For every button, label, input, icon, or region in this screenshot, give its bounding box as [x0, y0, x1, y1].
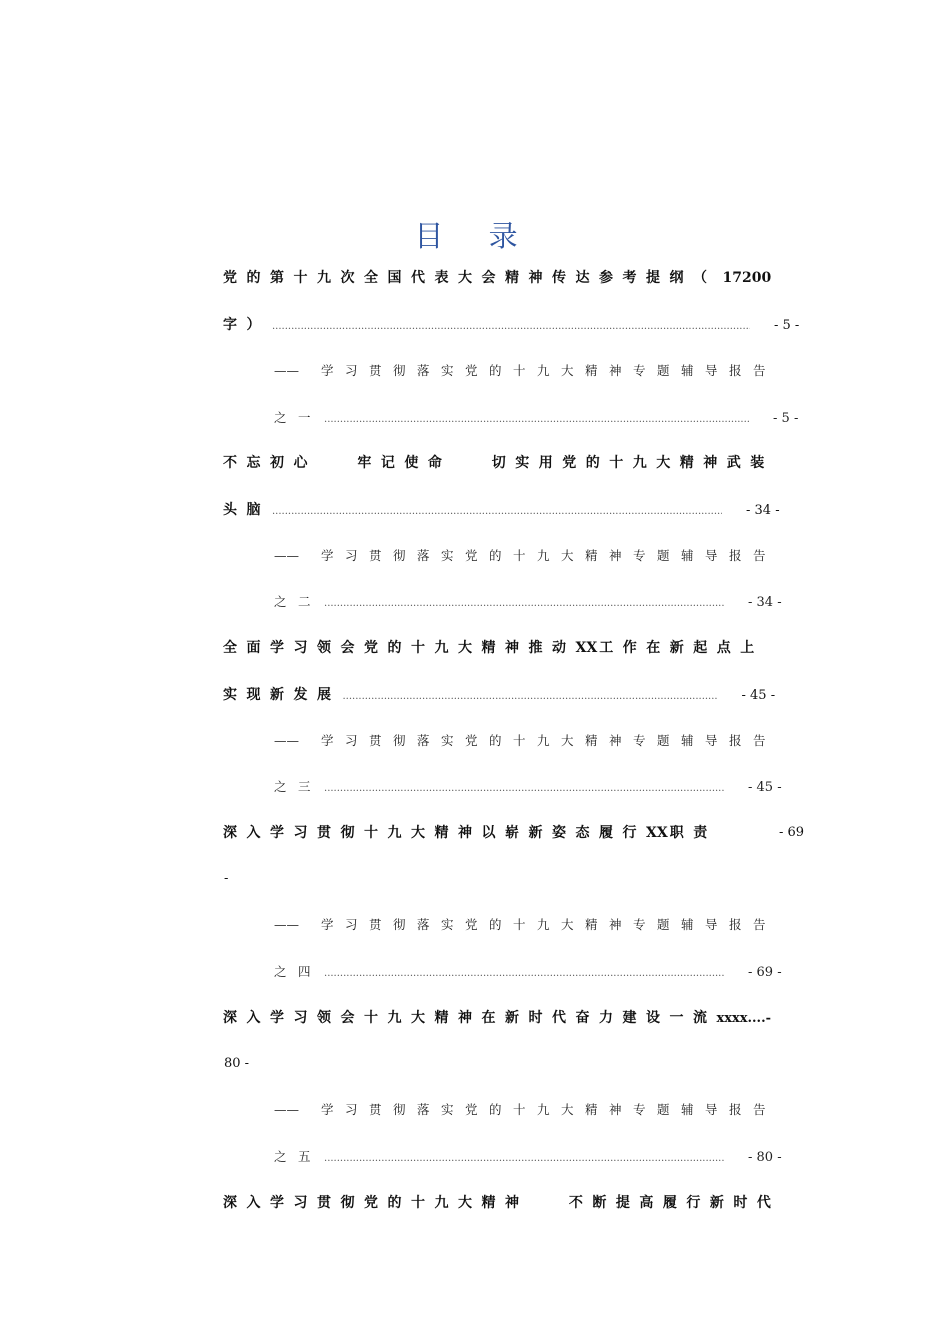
toc-entry-1-line1[interactable]: [223, 266, 771, 290]
em-dash: ——: [274, 733, 299, 748]
toc-subentry-2-line1[interactable]: [274, 544, 777, 568]
em-dash: ——: [274, 917, 299, 932]
dot-leader: [324, 1147, 724, 1171]
subentry-text: 之三: [274, 779, 323, 794]
toc-subentry-1-line2[interactable]: [274, 406, 798, 430]
subentry-text: 学习贯彻落实党的十九大精神专题辅导报告: [321, 917, 778, 932]
page-number: - 69 -: [748, 965, 782, 980]
toc-entry-text: 职责: [669, 825, 717, 841]
toc-entry-number: 17200: [722, 270, 772, 286]
page-number: - 34 -: [748, 595, 782, 610]
dot-leader: [272, 500, 722, 524]
subentry-text: 学习贯彻落实党的十九大精神专题辅导报告: [321, 363, 778, 378]
toc-entry-2-line1[interactable]: [223, 451, 774, 475]
toc-entry-text: 实现新发展: [223, 687, 341, 703]
toc-entry-text: 字）: [223, 317, 270, 333]
toc-entry-placeholder: XX: [646, 825, 668, 841]
em-dash: ——: [274, 548, 299, 563]
page-number: - 69: [779, 825, 805, 840]
dot-leader: [272, 315, 750, 339]
toc-entry-text: 深入学习领会十九大精神在新时代奋力建设一流: [223, 1010, 717, 1026]
subentry-text: 学习贯彻落实党的十九大精神专题辅导报告: [321, 1102, 778, 1117]
toc-entry-3-line1[interactable]: [223, 636, 764, 660]
page-title: 目 录: [414, 219, 536, 253]
toc-entry-3-line2[interactable]: [223, 683, 775, 707]
subentry-text: 之一: [274, 410, 323, 425]
toc-entry-2-line2[interactable]: [223, 498, 780, 522]
page-number: 80 -: [224, 1056, 250, 1071]
subentry-text: 之五: [274, 1149, 323, 1164]
page-number: - 5 -: [774, 318, 800, 333]
toc-entry-text: 党的第十九次全国代表大会精神传达参考提纲（: [223, 270, 717, 286]
page-number: - 45 -: [748, 780, 782, 795]
page-number: - 34 -: [746, 503, 780, 518]
toc-entry-text: 深入学习贯彻十九大精神以崭新姿态履行: [223, 825, 646, 841]
toc-entry-4-line1[interactable]: [223, 821, 717, 845]
toc-subentry-4-line1[interactable]: [274, 913, 777, 937]
toc-entry-text: 全面学习领会党的十九大精神推动: [223, 640, 576, 656]
page-number: - 5 -: [773, 411, 799, 426]
toc-subentry-1-line1[interactable]: [274, 359, 777, 383]
toc-subentry-5-line2[interactable]: [274, 1145, 782, 1169]
dot-leader: [324, 777, 724, 801]
toc-entry-placeholder: XX: [575, 640, 598, 656]
em-dash: ——: [274, 363, 299, 378]
toc-entry-5-line1[interactable]: [223, 1006, 771, 1030]
subentry-text: 学习贯彻落实党的十九大精神专题辅导报告: [321, 548, 778, 563]
toc-subentry-3-line1[interactable]: [274, 729, 777, 753]
toc-entry-text: 工作在新起点上: [599, 640, 764, 656]
subentry-text: 之四: [274, 964, 323, 979]
toc-entry-text: 不忘初心 牢记使命 切实用党的十九大精神武装: [223, 455, 774, 471]
toc-subentry-3-line2[interactable]: [274, 775, 782, 799]
subentry-text: 学习贯彻落实党的十九大精神专题辅导报告: [321, 733, 778, 748]
toc-entry-1-line2[interactable]: [223, 313, 801, 337]
dot-leader: [324, 408, 749, 432]
page-number: - 80 -: [748, 1150, 782, 1165]
toc-entry-tail: xxxx....-: [716, 1011, 772, 1026]
page-number-wrap: -: [224, 871, 229, 886]
toc-entry-6-line1[interactable]: [223, 1191, 780, 1215]
page-number: - 45 -: [741, 688, 776, 703]
dot-leader: [343, 685, 718, 709]
dot-leader: [324, 962, 724, 986]
toc-entry-text: 头脑: [223, 502, 270, 518]
dot-leader: [324, 592, 724, 616]
toc-subentry-2-line2[interactable]: [274, 590, 782, 614]
em-dash: ——: [274, 1102, 299, 1117]
toc-subentry-5-line1[interactable]: [274, 1098, 777, 1122]
subentry-text: 之二: [274, 594, 323, 609]
toc-entry-text: 深入学习贯彻党的十九大精神 不断提高履行新时代: [223, 1195, 781, 1211]
toc-subentry-4-line2[interactable]: [274, 960, 782, 984]
